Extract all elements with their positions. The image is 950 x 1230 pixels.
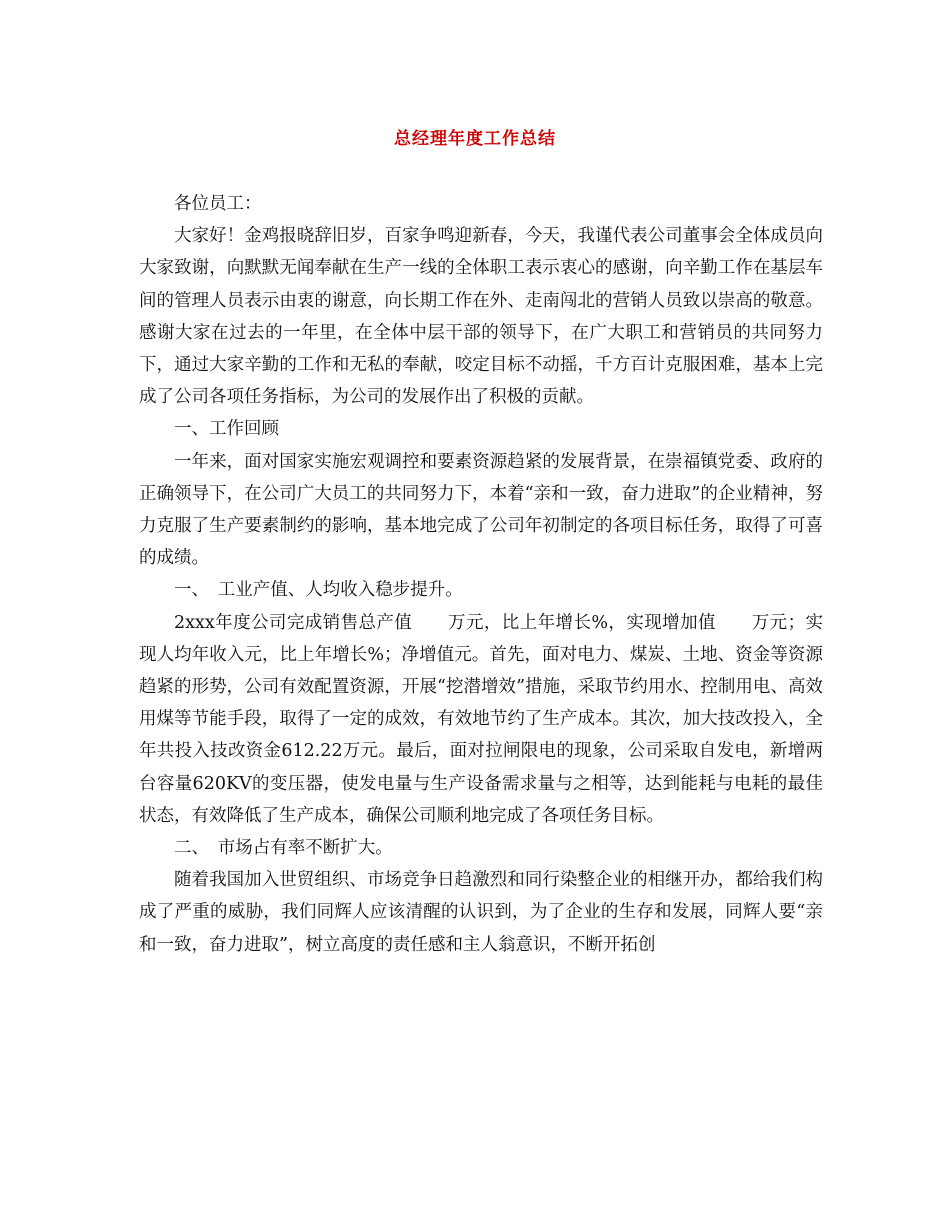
- review-intro-paragraph: 一年来，面对国家实施宏观调控和要素资源趋紧的发展背景，在崇福镇党委、政府的正确领导下，在公司广大员工的共同努力下，本着“亲和一致，奋力进取”的企业精神，努力克服了生产要素制约的影响，基本地完成了公司年初制定的各项目标任务，取得了可喜的成绩。: [139, 451, 823, 569]
- output-income-paragraph: 2xxx年度公司完成销售总产值 万元，比上年增长%，实现增加值 万元；实现人均年收入元，比上年增长%；净增值元。首先，面对电力、煤炭、土地、资金等资源趋紧的形势，公司有效配置资源，开展“挖潜增效”措施，采取节约用水、控制用电、高效用煤等节能手段，取得了一定的成效，有效地节约了生产成本。其次，加大技改投入，全年共投入技改资金612.22万元。最后，面对拉闸限电的现象，公司采取自发电，新增两台容量620KV的变压器，使发电量与生产设备需求量与之相等，达到能耗与电耗的最佳状态，有效降低了生产成本，确保公司顺利地完成了各项任务目标。: [139, 612, 823, 826]
- salutation-paragraph: 各位员工：: [174, 194, 262, 214]
- section-heading-work-review: 一、工作回顾: [174, 419, 279, 440]
- subheading-market-share: 二、 市场占有率不断扩大。: [174, 838, 393, 859]
- market-share-paragraph: 随着我国加入世贸组织、市场竞争日趋激烈和同行染整企业的相继开办，都给我们构成了严重的威胁，我们同辉人应该清醒的认识到，为了企业的生存和发展，同辉人要“亲和一致，奋力进取”，树立高度的责任感和主人翁意识，不断开拓创: [139, 870, 823, 955]
- document-body: [139, 188, 823, 961]
- greeting-paragraph: 大家好！金鸡报晓辞旧岁，百家争鸣迎新春，今天，我谨代表公司董事会全体成员向大家致谢，向默默无闻奉献在生产一线的全体职工表示衷心的感谢，向辛勤工作在基层车间的管理人员表示由衷的谢意，向长期工作在外、走南闯北的营销人员致以崇高的敬意。感谢大家在过去的一年里，在全体中层干部的领导下，在广大职工和营销员的共同努力下，通过大家辛勤的工作和无私的奉献，咬定目标不动摇，千方百计克服困难，基本上完成了公司各项任务指标，为公司的发展作出了积极的贡献。: [139, 226, 823, 408]
- document-title: 总经理年度工作总结: [394, 129, 556, 149]
- subheading-output-income: 一、 工业产值、人均收入稳步提升。: [174, 580, 463, 601]
